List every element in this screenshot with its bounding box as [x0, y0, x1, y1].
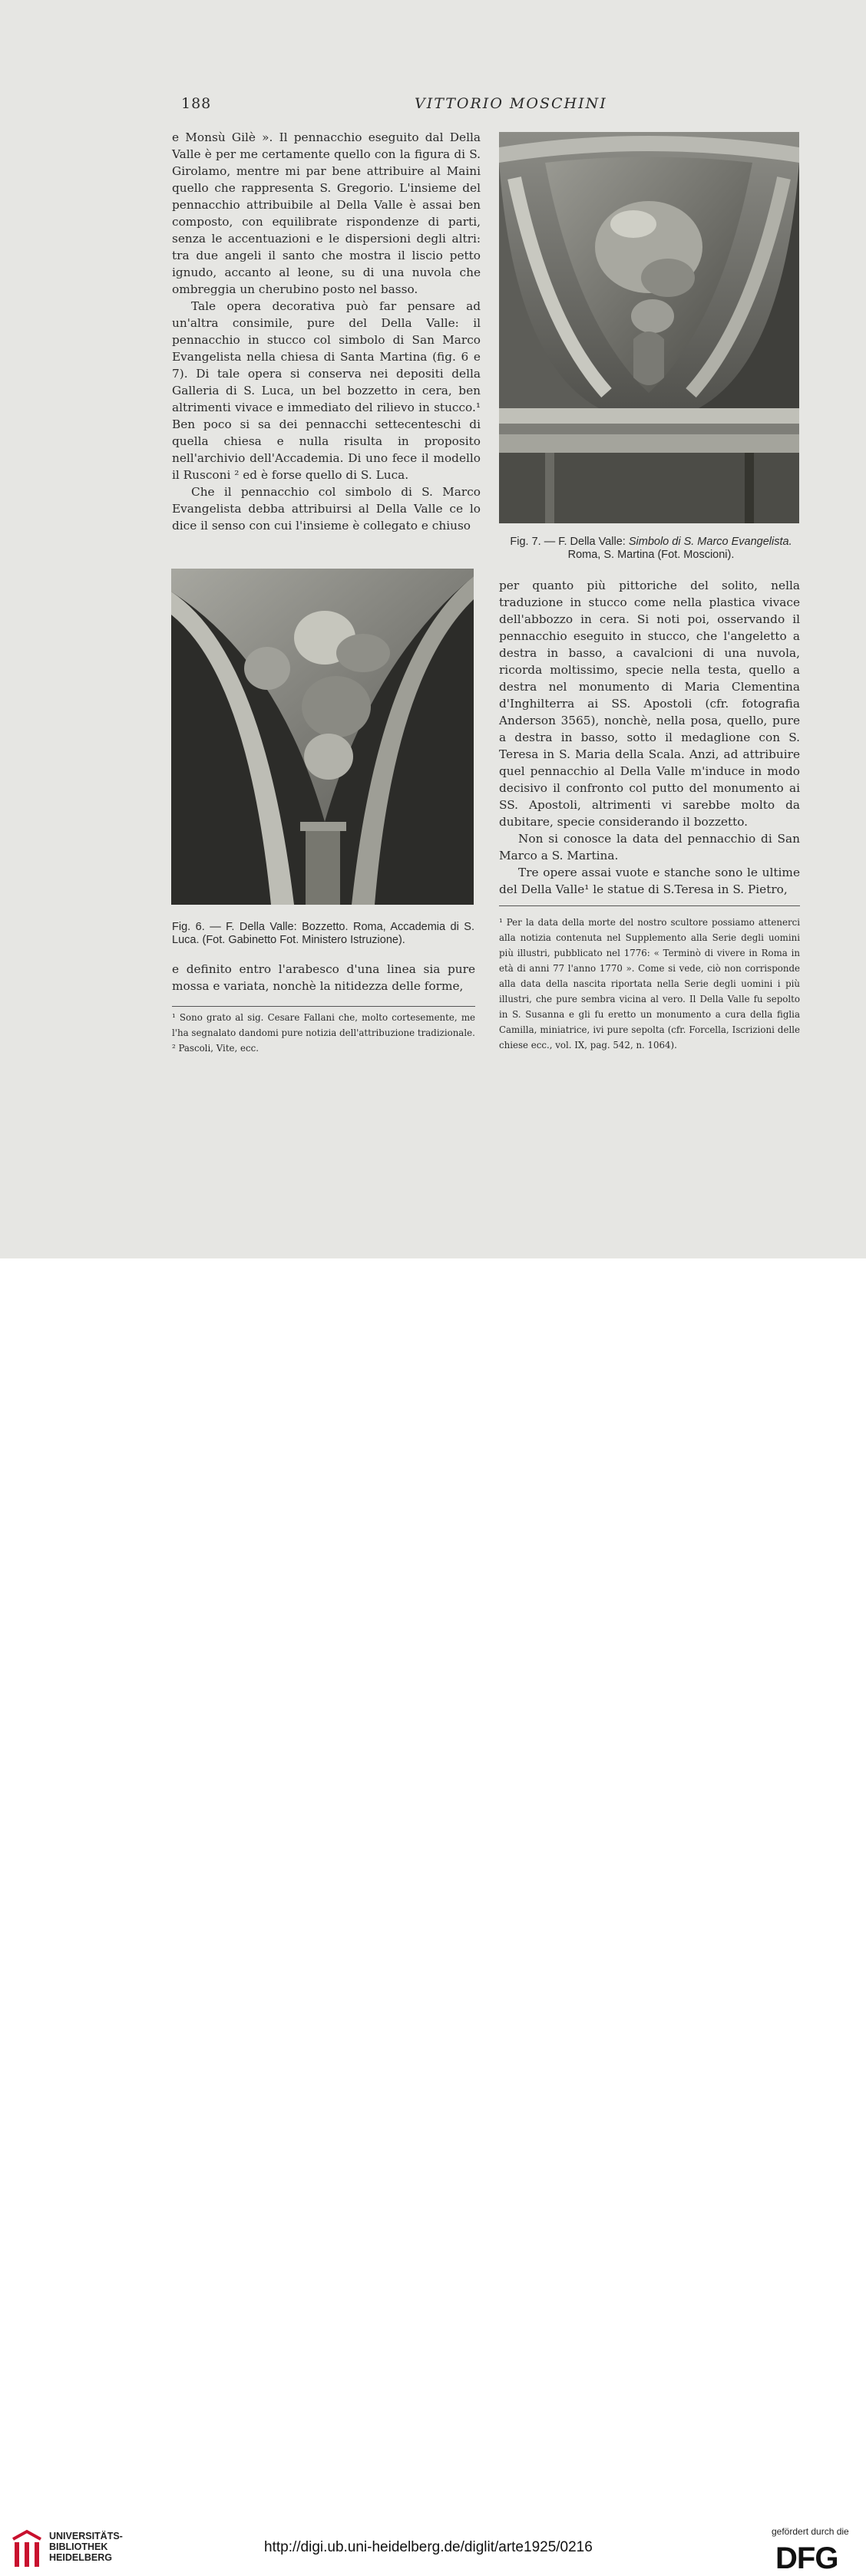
caption-prefix: Fig. 7. — F. Della Valle: — [510, 536, 629, 548]
left-column-text — [172, 129, 481, 534]
caption-suffix: Roma, S. Martina (Fot. Moscioni). — [567, 549, 735, 561]
digitization-footer — [0, 1258, 866, 2575]
library-logo-icon — [10, 2528, 44, 2571]
library-name: UNIVERSITÄTS- BIBLIOTHEK HEIDELBERG — [49, 2531, 123, 2563]
figure-7-caption — [501, 536, 802, 562]
paragraph: Tre opere assai vuote e stanche sono le ultime del Della Valle¹ le statue di S.Teresa in S. Pietro, — [499, 866, 800, 896]
right-column-text — [499, 577, 800, 898]
bozzetto-illustration — [171, 569, 474, 905]
source-url[interactable]: http://digi.ub.uni-heidelberg.de/diglit/arte1925/0216 — [264, 2539, 593, 2555]
running-title: VITTORIO MOSCHINI — [415, 95, 607, 112]
paragraph: e definito entro l'arabesco d'una linea sia pure mossa e variata, nonchè la nitidezza delle forme, — [172, 962, 475, 993]
funding-note: gefördert durch die — [772, 2526, 849, 2537]
caption-title: Simbolo di S. Marco Evangelista. — [628, 536, 792, 548]
scanned-page — [0, 0, 866, 1258]
paragraph: Non si conosce la data del pennacchio di San Marco a S. Martina. — [499, 832, 800, 863]
figure-6-caption: Fig. 6. — F. Della Valle: Bozzetto. Roma, Accademia di S. Luca. (Fot. Gabinetto Fot. Ministero Istruzione). — [172, 921, 474, 946]
left-column-bottom-text — [172, 961, 475, 994]
footnote-2: ² Pascoli, Vite, ecc. — [172, 1043, 259, 1054]
footnote-1: ¹ Sono grato al sig. Cesare Fallani che, molto cortesemente, me l'ha segnalato dandomi pure notizia dell'attribuzione tradizionale. — [172, 1012, 475, 1038]
dfg-logo: DFG — [775, 2541, 838, 2575]
footnote-rule-left — [172, 1006, 475, 1007]
paragraph: per quanto più pittoriche del solito, nella traduzione in stucco come nella plastica vivace dell'abbozzo in cera. Si noti poi, osservando il pennacchio eseguito in stucco, che l'angeletto a destra in basso, a cavalcioni di una nuvola, ricorda moltissimo, specie nella testa, quello a destra nel monumento di Maria Clementina d'Inghilterra ai SS. Apostoli (cfr. fotografia Anderson 3565), nonchè, nella posa, quello, pure a destra in basso, sotto il medaglione con S. Teresa in S. Maria della Scala. Anzi, ad attribuire quel pennacchio al Della Valle m'induce in modo decisivo il confronto col putto del monumento ai SS. Apostoli, altrimenti vi sarebbe molto da dubitare, specie considerando il bozzetto. — [499, 579, 800, 829]
figure-6-photo — [171, 569, 474, 905]
paragraph: Tale opera decorativa può far pensare ad un'altra consimile, pure del Della Valle: il pennacchio in stucco col simbolo di San Marco Evangelista nella chiesa di Santa Martina (fig. 6 e 7). Di tale opera si conserva nei depositi della Galleria di S. Luca, un bel bozzetto in cera, ben altrimenti vivace e immediato del rilievo in stucco.¹ Ben poco si sa dei pennacchi settecenteschi di quella chiesa e nulla risulta in proposito nell'archivio dell'Accademia. Di uno fece il modello il Rusconi ² ed è forse quello di S. Luca. — [172, 299, 481, 482]
footnote-right: ¹ Per la data della morte del nostro scultore possiamo attenerci alla notizia contenuta nel Supplemento alla Serie degli uomini più illustri, pubblicato nel 1776: « Terminò di vivere in Roma in età di anni 77 l'anno 1770 ». Come si vede, ciò non corrisponde alla data della nascita riportata nella Serie degli uomini i più illustri, che pure sembra vicina al vero. Il Della Valle fu sepolto in S. Susanna e gli fu eretto un monumento a cura della figlia Camilla, miniatrice, ivi pure sepolta (cfr. Forcella, Iscrizioni delle chiese ecc., vol. IX, pag. 542, n. 1064). — [499, 917, 800, 1051]
paragraph: e Monsù Gilè ». Il pennacchio eseguito dal Della Valle è per me certamente quello con la figura di S. Girolamo, mentre mi par bene attribuire al Maini quello che rappresenta S. Gregorio. L'insieme del pennacchio attribuibile al Della Valle è assai ben composto, con equilibrate rispondenze di parti, senza le accentuazioni e le dispersioni degli altri: tra due angeli il santo che mostra il liscio petto ignudo, accanto al leone, su di una nuvola che ombreggia un cherubino posto nel basso. — [172, 130, 481, 296]
paragraph: Che il pennacchio col simbolo di S. Marco Evangelista debba attribuirsi al Della Valle ce lo dice il senso con cui l'insieme è collegato e chiuso — [172, 485, 481, 533]
footnote-rule-right — [499, 905, 800, 906]
figure-7-photo — [499, 132, 799, 523]
pendentive-illustration — [499, 132, 799, 523]
page-number: 188 — [181, 95, 212, 112]
footnotes-left — [172, 1010, 475, 1056]
